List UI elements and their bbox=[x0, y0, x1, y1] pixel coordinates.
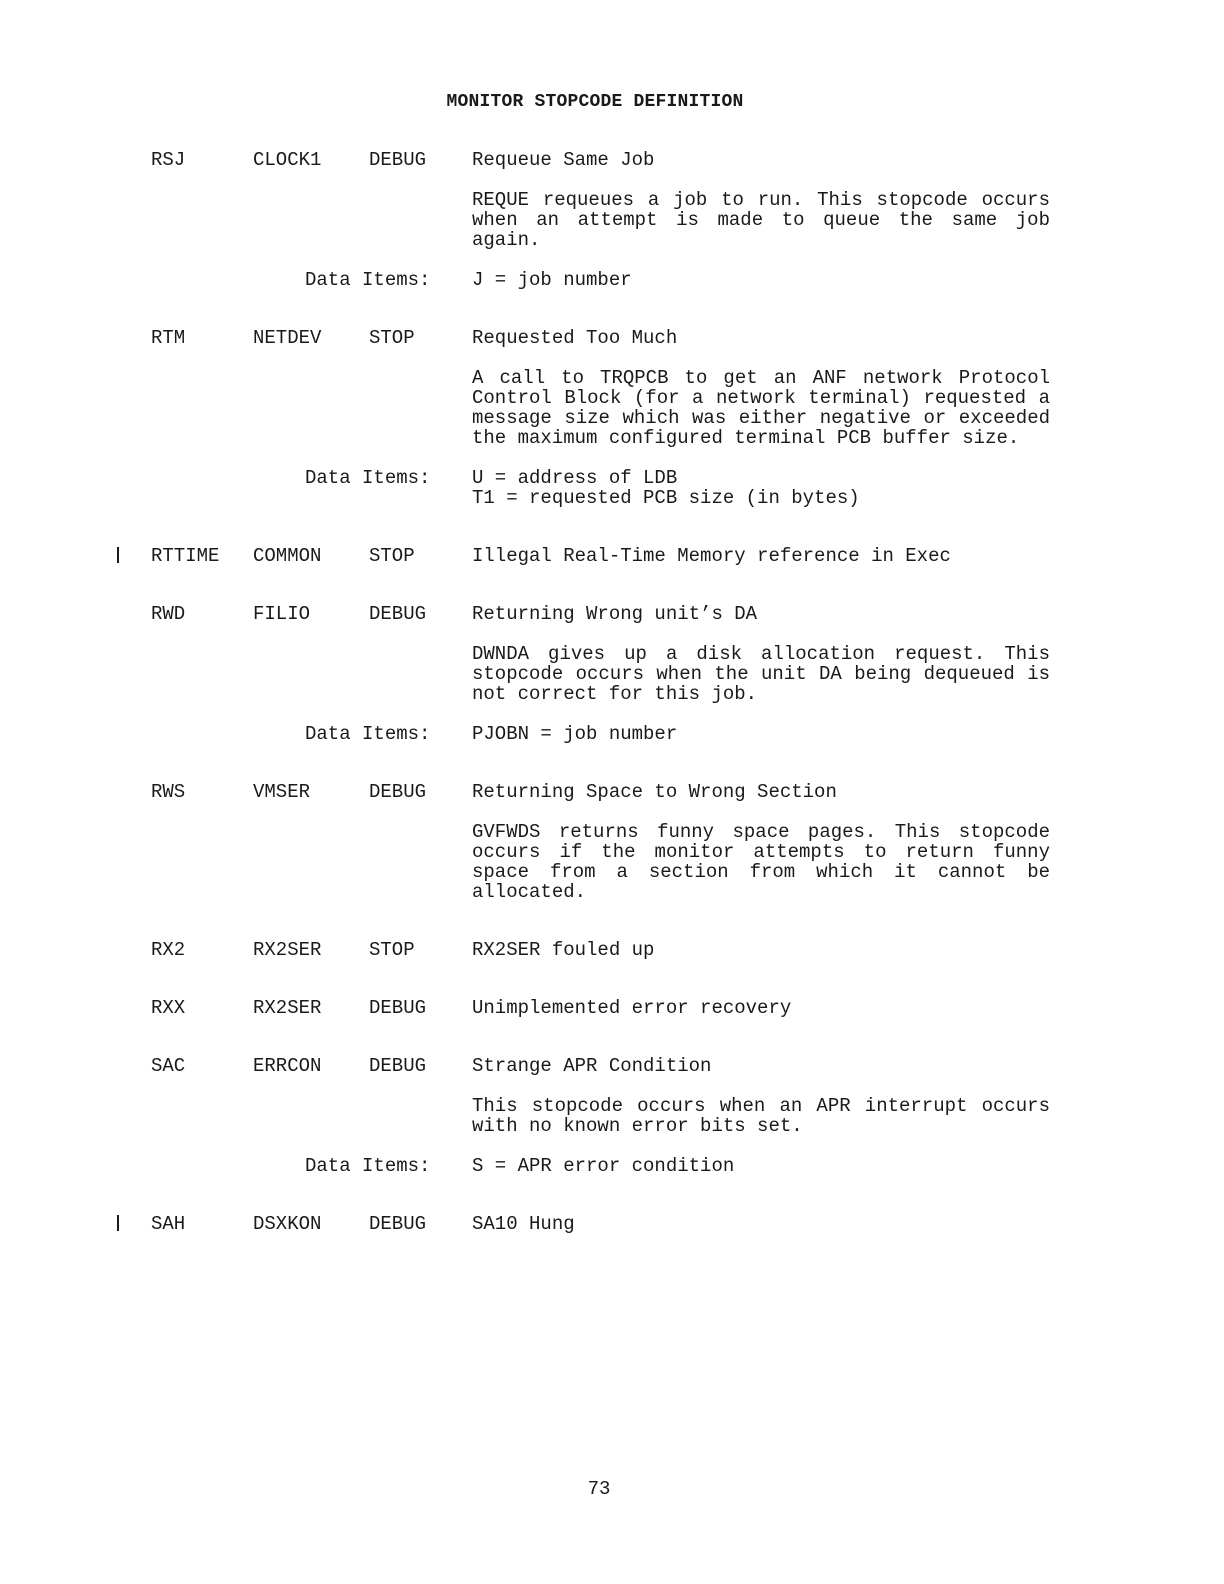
stopcode-header-row bbox=[0, 328, 1224, 348]
data-item: T1 = requested PCB size (in bytes) bbox=[472, 487, 860, 509]
page-number: 73 bbox=[587, 1478, 611, 1500]
page-title: MONITOR STOPCODE DEFINITION bbox=[446, 92, 744, 112]
stopcode-name: RWD bbox=[151, 603, 186, 625]
stopcode-module: DSXKON bbox=[253, 1213, 322, 1235]
stopcode-description: GVFWDS returns funny space pages. This stopcode occurs if the monitor attempts to return funny space from a section from which it cannot be allocated. bbox=[472, 821, 1050, 903]
stopcode-name: RTTIME bbox=[151, 545, 220, 567]
stopcode-description: This stopcode occurs when an APR interrupt occurs with no known error bits set. bbox=[472, 1095, 1050, 1137]
stopcode-entry bbox=[0, 150, 1224, 290]
change-bar bbox=[117, 547, 119, 563]
stopcode-entry bbox=[0, 782, 1224, 902]
stopcode-title: Unimplemented error recovery bbox=[472, 997, 792, 1019]
stopcode-name: SAC bbox=[151, 1055, 186, 1077]
data-items bbox=[0, 270, 1224, 290]
stopcode-name: RXX bbox=[151, 997, 186, 1019]
stopcode-title: Strange APR Condition bbox=[472, 1055, 712, 1077]
stopcode-type: DEBUG bbox=[369, 781, 427, 803]
data-item: S = APR error condition bbox=[472, 1155, 735, 1177]
stopcode-entry bbox=[0, 940, 1224, 960]
stopcode-header-row bbox=[0, 1214, 1224, 1234]
stopcode-module: COMMON bbox=[253, 545, 322, 567]
stopcode-type: STOP bbox=[369, 327, 415, 349]
stopcode-module: ERRCON bbox=[253, 1055, 322, 1077]
stopcode-type: DEBUG bbox=[369, 149, 427, 171]
stopcode-entry bbox=[0, 546, 1224, 566]
change-bar bbox=[117, 1215, 119, 1231]
stopcode-module: RX2SER bbox=[253, 939, 322, 961]
data-items bbox=[0, 468, 1224, 508]
stopcode-title: Requeue Same Job bbox=[472, 149, 655, 171]
data-item: J = job number bbox=[472, 269, 632, 291]
stopcode-list bbox=[0, 150, 1224, 1272]
stopcode-type: DEBUG bbox=[369, 1213, 427, 1235]
stopcode-title: Requested Too Much bbox=[472, 327, 678, 349]
stopcode-name: RTM bbox=[151, 327, 186, 349]
data-items bbox=[0, 1156, 1224, 1176]
stopcode-header-row bbox=[0, 1056, 1224, 1076]
stopcode-title: Returning Space to Wrong Section bbox=[472, 781, 837, 803]
data-items-label: Data Items: bbox=[305, 1155, 431, 1177]
stopcode-name: RWS bbox=[151, 781, 186, 803]
stopcode-type: STOP bbox=[369, 939, 415, 961]
stopcode-description: A call to TRQPCB to get an ANF network Protocol Control Block (for a network terminal) requested a message size which was either negative or exceeded the maximum configured terminal PCB buffer size. bbox=[472, 367, 1050, 449]
stopcode-description: DWNDA gives up a disk allocation request. This stopcode occurs when the unit DA being dequeued is not correct for this job. bbox=[472, 643, 1050, 705]
stopcode-header-row bbox=[0, 604, 1224, 624]
stopcode-title: RX2SER fouled up bbox=[472, 939, 655, 961]
stopcode-module: VMSER bbox=[253, 781, 311, 803]
stopcode-header-row bbox=[0, 998, 1224, 1018]
stopcode-entry bbox=[0, 604, 1224, 744]
stopcode-header-row bbox=[0, 782, 1224, 802]
stopcode-title: Illegal Real-Time Memory reference in Exec bbox=[472, 545, 951, 567]
stopcode-header-row bbox=[0, 940, 1224, 960]
data-items bbox=[0, 724, 1224, 744]
stopcode-description: REQUE requeues a job to run. This stopcode occurs when an attempt is made to queue the same job again. bbox=[472, 189, 1050, 251]
data-item: U = address of LDB bbox=[472, 467, 678, 489]
stopcode-header-row bbox=[0, 150, 1224, 170]
stopcode-entry bbox=[0, 1056, 1224, 1176]
stopcode-name: RSJ bbox=[151, 149, 186, 171]
stopcode-header-row bbox=[0, 546, 1224, 566]
stopcode-type: DEBUG bbox=[369, 1055, 427, 1077]
stopcode-entry bbox=[0, 998, 1224, 1018]
data-items-label: Data Items: bbox=[305, 467, 431, 489]
stopcode-name: SAH bbox=[151, 1213, 186, 1235]
stopcode-module: CLOCK1 bbox=[253, 149, 322, 171]
stopcode-type: STOP bbox=[369, 545, 415, 567]
data-items-label: Data Items: bbox=[305, 269, 431, 291]
stopcode-module: FILIO bbox=[253, 603, 311, 625]
data-items-label: Data Items: bbox=[305, 723, 431, 745]
stopcode-module: NETDEV bbox=[253, 327, 322, 349]
stopcode-title: SA10 Hung bbox=[472, 1213, 575, 1235]
stopcode-entry bbox=[0, 328, 1224, 508]
stopcode-module: RX2SER bbox=[253, 997, 322, 1019]
data-item: PJOBN = job number bbox=[472, 723, 678, 745]
stopcode-type: DEBUG bbox=[369, 997, 427, 1019]
stopcode-title: Returning Wrong unit’s DA bbox=[472, 603, 758, 625]
stopcode-type: DEBUG bbox=[369, 603, 427, 625]
stopcode-name: RX2 bbox=[151, 939, 186, 961]
stopcode-entry bbox=[0, 1214, 1224, 1234]
